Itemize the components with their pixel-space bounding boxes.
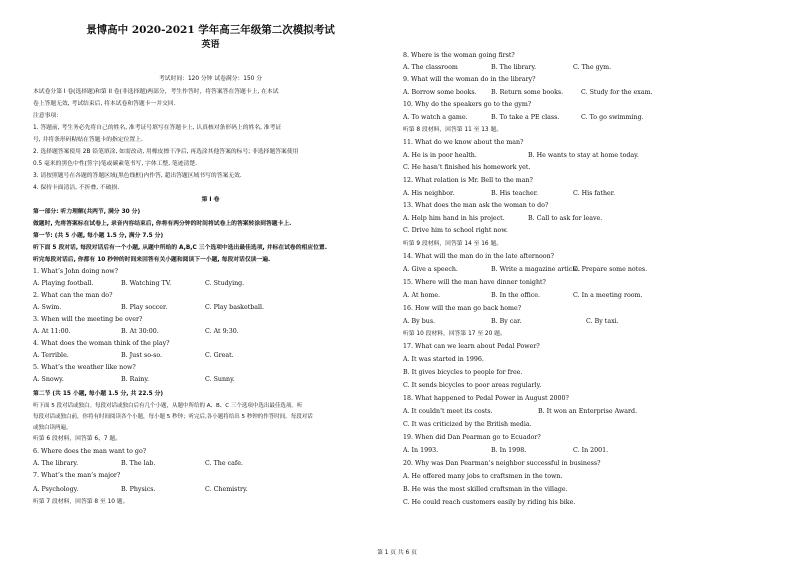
question-2: 2. What can the man do? xyxy=(33,292,113,299)
instruction-line: 号, 并将条形码粘贴在答题卡的指定位置上. xyxy=(33,137,143,143)
instruction-line: 0.5 毫米的黑色中性(签字)笔或碳素笔书写, 字体工整, 笔迹清楚. xyxy=(33,161,197,167)
option-a: A. It couldn’t meet its costs. xyxy=(403,408,493,415)
option-c: C. In a meeting room. xyxy=(573,292,643,299)
option-a: A. At 11:00. xyxy=(33,328,71,335)
listen-instruction: 听第 7 段材料，回答第 8 至 10 题。 xyxy=(33,499,129,505)
option-b: B. The lab. xyxy=(121,460,156,467)
option-c: C. He hasn’t finished his homework yet. xyxy=(403,164,531,171)
option-b: B. At 30:00. xyxy=(121,328,159,335)
option-c: C. He could reach customers easily by riding his bike. xyxy=(403,499,576,506)
option-b: B. Return some books. xyxy=(491,89,564,96)
question-19: 19. When did Dan Pearman go to Ecuador? xyxy=(403,434,541,441)
option-c: C. Studying. xyxy=(205,280,245,287)
page-footer: 第 1 页 共 6 页 xyxy=(377,550,417,556)
exam-time-score: 考试时间：120 分钟 试卷满分：150 分 xyxy=(158,76,263,82)
option-b: B. Call to ask for leave. xyxy=(528,215,603,222)
option-a: A. In 1993. xyxy=(403,447,439,454)
question-3: 3. When will the meeting be over? xyxy=(33,316,143,323)
question-13: 13. What does the man ask the woman to do? xyxy=(403,202,549,209)
option-a: A. Snowy. xyxy=(33,376,64,383)
option-c: C. Play basketball. xyxy=(205,304,265,311)
listen-instruction: 听第 8 段材料，回答第 11 至 13 题。 xyxy=(403,127,503,133)
instruction-line: 3. 请按照题号在各题的答题区域(黑色线框)内作答, 超出答题区域书写的答案无效. xyxy=(33,173,242,179)
question-15: 15. Where will the man have dinner tonight? xyxy=(403,279,546,286)
instruction-line: 注意事项： xyxy=(33,113,62,119)
question-5: 5. What’s the weather like now? xyxy=(33,364,136,371)
exam-subject: 英语 xyxy=(201,40,220,50)
question-9: 9. What will the woman do in the library? xyxy=(403,76,536,83)
option-c: C. In 2001. xyxy=(573,447,609,454)
part1-heading: 第一部分: 听力理解(共两节, 满分 30 分) xyxy=(33,209,141,215)
option-b: B. The library. xyxy=(491,64,537,71)
option-b: B. To take a PE class. xyxy=(491,114,560,121)
option-b: B. Rainy. xyxy=(121,376,150,383)
option-a: A. Give a speech. xyxy=(403,266,458,273)
option-c: C. Study for the exam. xyxy=(581,89,653,96)
option-b: B. In 1998. xyxy=(491,447,527,454)
question-1: 1. What’s John doing now? xyxy=(33,268,119,275)
option-b: B. Watching TV. xyxy=(121,280,172,287)
question-12: 12. What relation is Mr. Bell to the man? xyxy=(403,177,533,184)
option-c: C. Chemistry. xyxy=(205,486,248,493)
question-18: 18. What happened to Pedal Power in August 2000? xyxy=(403,395,569,402)
question-16: 16. How will the man go back home? xyxy=(403,305,522,312)
question-8: 8. Where is the woman going first? xyxy=(403,52,515,59)
section1-heading: 第一节: (共 5 小题, 每小题 1.5 分, 满分 7.5 分) xyxy=(33,233,164,239)
listen-instruction: 听第 6 段材料，回答第 6、7 题。 xyxy=(33,436,121,442)
option-b: B. Write a magazine article. xyxy=(491,266,581,273)
option-c: C. His father. xyxy=(573,190,616,197)
option-a: A. Playing football. xyxy=(33,280,94,287)
option-a: A. To watch a game. xyxy=(403,114,468,121)
option-c: C. At 9:30. xyxy=(205,328,239,335)
section1-desc: 听完每段对话后, 你都有 10 秒钟的时间来回答有关小题和阅读下一小题, 每段对话仅读一遍. xyxy=(33,257,271,263)
option-a: A. His neighbor. xyxy=(403,190,455,197)
option-b: B. He was the most skilled craftsman in the village. xyxy=(403,486,568,493)
option-a: A. He is in poor health. xyxy=(403,152,477,159)
option-c: C. The cafe. xyxy=(205,460,243,467)
question-14: 14. What will the man do in the late afternoon? xyxy=(403,253,555,260)
question-17: 17. What can we learn about Pedal Power? xyxy=(403,343,540,350)
exam-title: 景博高中 2020-2021 学年高三年级第二次模拟考试 xyxy=(86,24,335,36)
option-c: C. The gym. xyxy=(573,64,612,71)
volume-heading: 第 I 卷 xyxy=(201,197,220,203)
instruction-line: 1. 答题前, 考生务必先将自己的姓名, 准考证号填写在答题卡上, 认真核对条形码上的姓名, 准考证 xyxy=(33,125,282,131)
option-a: A. Swim. xyxy=(33,304,62,311)
option-a: A. The classroom xyxy=(403,64,458,71)
section2-desc: 每段对话或独白前，你将有时间阅读各个小题，每小题 5 秒钟；听完后,各小题将给出 5 秒钟的作答时间。每段对话 xyxy=(33,414,313,420)
option-b: B. Physics. xyxy=(121,486,156,493)
option-a: A. It was started in 1996. xyxy=(403,356,484,363)
question-20: 20. Why was Dan Pearman’s neighbor successful in business? xyxy=(403,460,601,467)
option-b: B. In the office. xyxy=(491,292,541,299)
option-c: C. Prepare some notes. xyxy=(573,266,648,273)
option-b: B. It gives bicycles to people for free. xyxy=(403,369,523,376)
question-6: 6. Where does the man want to go? xyxy=(33,448,147,455)
option-a: A. He offered many jobs to craftsmen in the town. xyxy=(403,473,563,480)
option-b: B. His teacher. xyxy=(491,190,539,197)
instruction-line: 本试卷分第 I 卷(选择题)和第 II 卷(非选择题)两部分，考生作答时，将答案答在答题卡上, 在本试 xyxy=(33,89,279,95)
option-a: A. At home. xyxy=(403,292,441,299)
option-c: C. It was criticized by the British media. xyxy=(403,421,532,428)
option-c: C. By taxi. xyxy=(586,318,619,325)
option-c: C. Great. xyxy=(205,352,234,359)
option-b: B. He wants to stay at home today. xyxy=(528,152,639,159)
option-c: C. Sunny. xyxy=(205,376,235,383)
section1-desc: 听下面 5 段对话, 每段对话后有一个小题, 从题中所给的 A,B,C 三个选项中选出最佳选项, 并标在试卷的相应位置. xyxy=(33,245,327,251)
option-a: A. Psychology. xyxy=(33,486,79,493)
option-a: A. Terrible. xyxy=(33,352,69,359)
option-c: C. Drive him to school right now. xyxy=(403,227,508,234)
section2-desc: 或独白读两遍。 xyxy=(33,425,72,431)
option-a: A. Borrow some books. xyxy=(403,89,477,96)
option-c: C. To go swimming. xyxy=(581,114,644,121)
instruction-line: 4. 保持卡面清洁, 不折叠, 不破损. xyxy=(33,185,120,191)
listen-instruction: 听第 9 段材料，回答第 14 至 16 题。 xyxy=(403,241,503,247)
question-7: 7. What’s the man’s major? xyxy=(33,472,121,479)
option-b: B. By car. xyxy=(491,318,522,325)
section2-heading: 第二节 (共 15 小题, 每小题 1.5 分, 共 22.5 分) xyxy=(33,391,164,397)
instruction-line: 卷上答题无效, 考试结束后, 将本试卷和答题卡一并交回. xyxy=(33,101,176,107)
question-11: 11. What do we know about the man? xyxy=(403,139,524,146)
option-a: A. Help him hand in his project. xyxy=(403,215,505,222)
listening-note: 做题时, 先将答案标在试卷上, 录音内容结束后, 你将有两分钟的时间将试卷上的答案转涂到答题卡上. xyxy=(33,221,292,227)
section2-desc: 听下面 5 段对话或独白。每段对话或独白后有几个小题，从题中所给的 A、B、C 三个选项中选出最佳选项。听 xyxy=(33,403,303,409)
instruction-line: 2. 选择题答案使用 2B 铅笔填涂, 如需改动, 用橡皮擦干净后, 再选涂其他答案的标号; 非选择题答案使用 xyxy=(33,149,299,155)
question-10: 10. Why do the speakers go to the gym? xyxy=(403,101,532,108)
option-b: B. Just so-so. xyxy=(121,352,163,359)
option-c: C. It sends bicycles to poor areas regularly. xyxy=(403,382,542,389)
option-a: A. The library. xyxy=(33,460,79,467)
question-4: 4. What does the woman think of the play? xyxy=(33,340,170,347)
option-b: B. Play soccer. xyxy=(121,304,168,311)
listen-instruction: 听第 10 段材料，回答第 17 至 20 题。 xyxy=(403,331,506,337)
option-b: B. It won an Enterprise Award. xyxy=(538,408,638,415)
option-a: A. By bus. xyxy=(403,318,436,325)
